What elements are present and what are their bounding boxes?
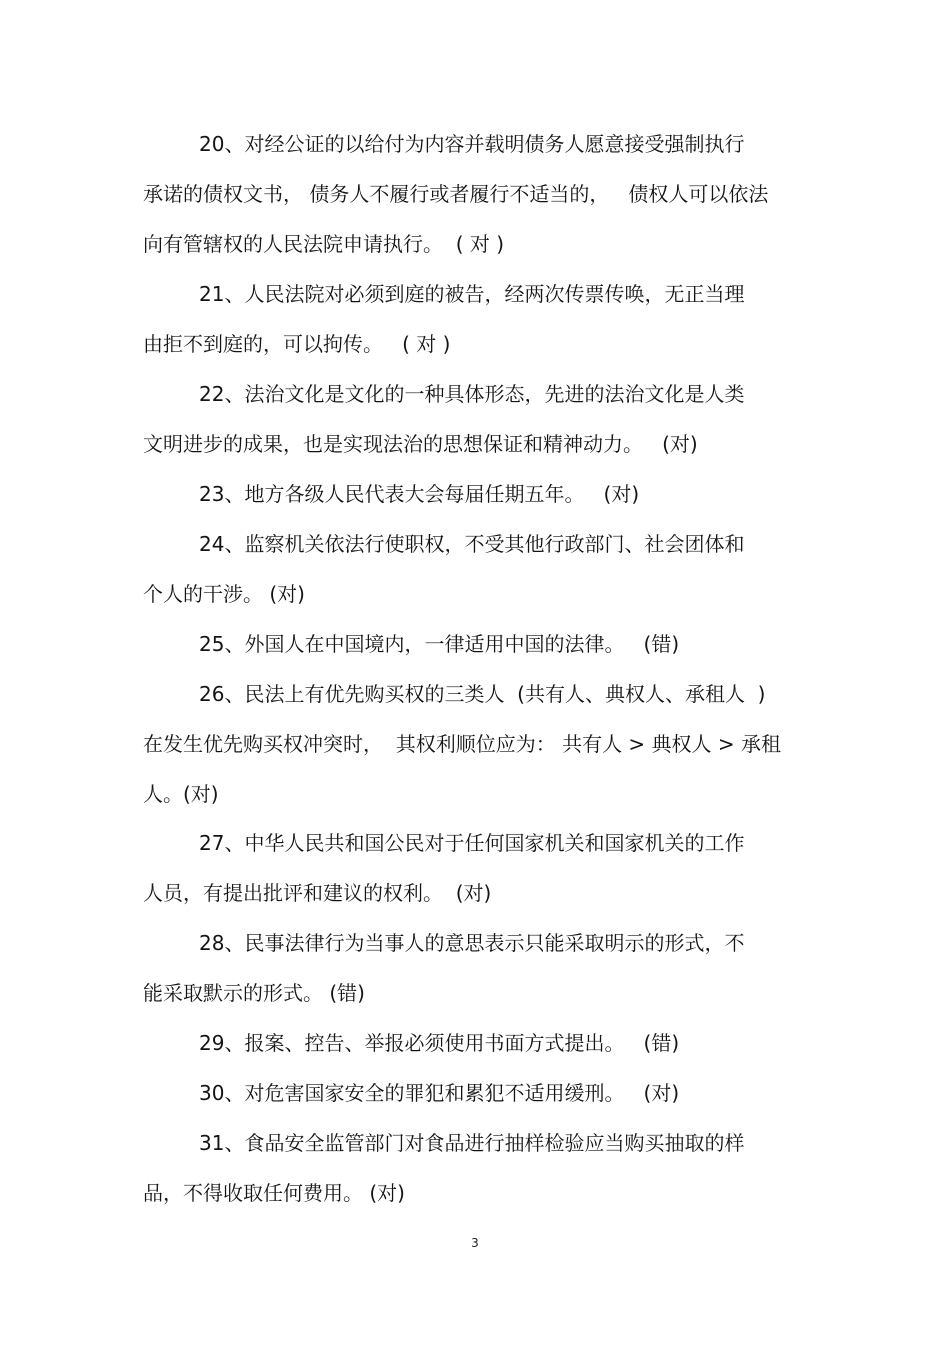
text-line: 文明进步的成果，也是实现法治的思想保证和精神动力。 (对): [143, 432, 698, 456]
text-line: 能采取默示的形式。 (错): [143, 981, 365, 1005]
text-line: 25、外国人在中国境内，一律适用中国的法律。 (错): [199, 632, 680, 656]
text-line: 由拒不到庭的，可以拘传。 ( 对 ): [143, 332, 451, 356]
text-line: 23、地方各级人民代表大会每届任期五年。 (对): [199, 482, 640, 506]
text-line: 28、民事法律行为当事人的意思表示只能采取明示的形式，不: [199, 931, 745, 955]
page-number: 3: [471, 1236, 479, 1250]
text-line: 31、食品安全监管部门对食品进行抽样检验应当购买抽取的样: [199, 1131, 745, 1155]
text-line: 26、民法上有优先购买权的三类人 (共有人、典权人、承租人 ): [199, 682, 766, 706]
text-line: 22、法治文化是文化的一种具体形态，先进的法治文化是人类: [199, 382, 745, 406]
text-line: 个人的干涉。 (对): [143, 582, 305, 606]
text-line: 品，不得收取任何费用。 (对): [143, 1181, 405, 1205]
text-line: 30、对危害国家安全的罪犯和累犯不适用缓刑。 (对): [199, 1081, 680, 1105]
text-line: 20、对经公证的以给付为内容并载明债务人愿意接受强制执行: [199, 132, 745, 156]
text-line: 在发生优先购买权冲突时， 其权利顺位应为： 共有人 > 典权人 > 承租: [143, 732, 782, 756]
text-line: 人。(对): [143, 782, 219, 806]
text-line: 24、监察机关依法行使职权，不受其他行政部门、社会团体和: [199, 532, 745, 556]
text-line: 29、报案、控告、举报必须使用书面方式提出。 (错): [199, 1031, 680, 1055]
text-line: 21、人民法院对必须到庭的被告，经两次传票传唤，无正当理: [199, 282, 745, 306]
text-line: 人员，有提出批评和建议的权利。 (对): [143, 881, 492, 905]
text-line: 向有管辖权的人民法院申请执行。 ( 对 ): [143, 232, 505, 256]
text-line: 承诺的债权文书， 债务人不履行或者履行不适当的， 债权人可以依法: [143, 182, 769, 206]
text-line: 27、中华人民共和国公民对于任何国家机关和国家机关的工作: [199, 831, 745, 855]
